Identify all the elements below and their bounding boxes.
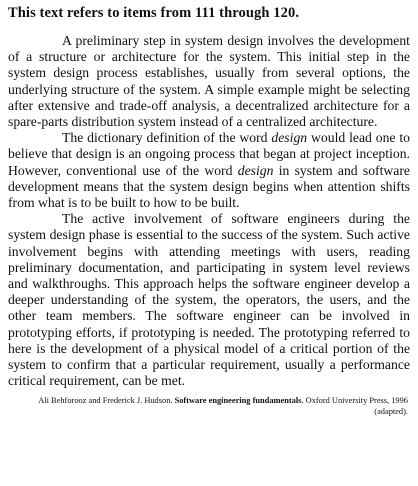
paragraph-2-text-a: The dictionary definition of the word xyxy=(62,130,272,146)
citation-authors: Ali Behforooz and Frederick J. Hudson. xyxy=(38,396,175,406)
source-citation xyxy=(8,395,410,417)
paragraph-1: A preliminary step in system design involves the development of a structure or architecture for the system. This initial step in the system design process establishes, usually from several options, the underlying structure of the system. A simple example might be selecting after extensive and trade-off analysis, a decentralized architecture for a spare-parts distribution system instead of a centralized architecture. xyxy=(8,33,410,130)
document-page xyxy=(8,4,410,417)
citation-publisher: . Oxford University Press, 1996 (adapted). xyxy=(301,396,408,417)
paragraph-2 xyxy=(8,130,410,211)
paragraph-2-emphasis-design-1: design xyxy=(271,130,308,146)
paragraph-2-text-c: in system and software development means that the system design begins when attention shifts from what is to be built to how to be built. xyxy=(8,162,411,211)
paragraph-2-text-b: would lead one to believe that design is an ongoing process that began at project inception. However, conventional use of the word xyxy=(8,130,410,178)
paragraph-2-emphasis-design-2: design xyxy=(237,162,274,178)
citation-book-title: Software engineering fundamentals xyxy=(174,396,302,406)
section-header: This text refers to items from 111 through 120. xyxy=(8,5,300,21)
paragraph-3: The active involvement of software engineers during the system design phase is essential to the success of the system. Such active involvement begins with attending meetings with users, reading preliminary documentation, and participating in system level reviews and walkthroughs. This approach helps the software engineer develop a deeper understanding of the system, the operators, the users, and the other team members. The software engineer can be involved in prototyping efforts, if prototyping is needed. The prototyping referred to here is the development of a physical model of a critical portion of the system to confirm that a particular requirement, usually a performance critical requirement, can be met. xyxy=(8,211,410,389)
